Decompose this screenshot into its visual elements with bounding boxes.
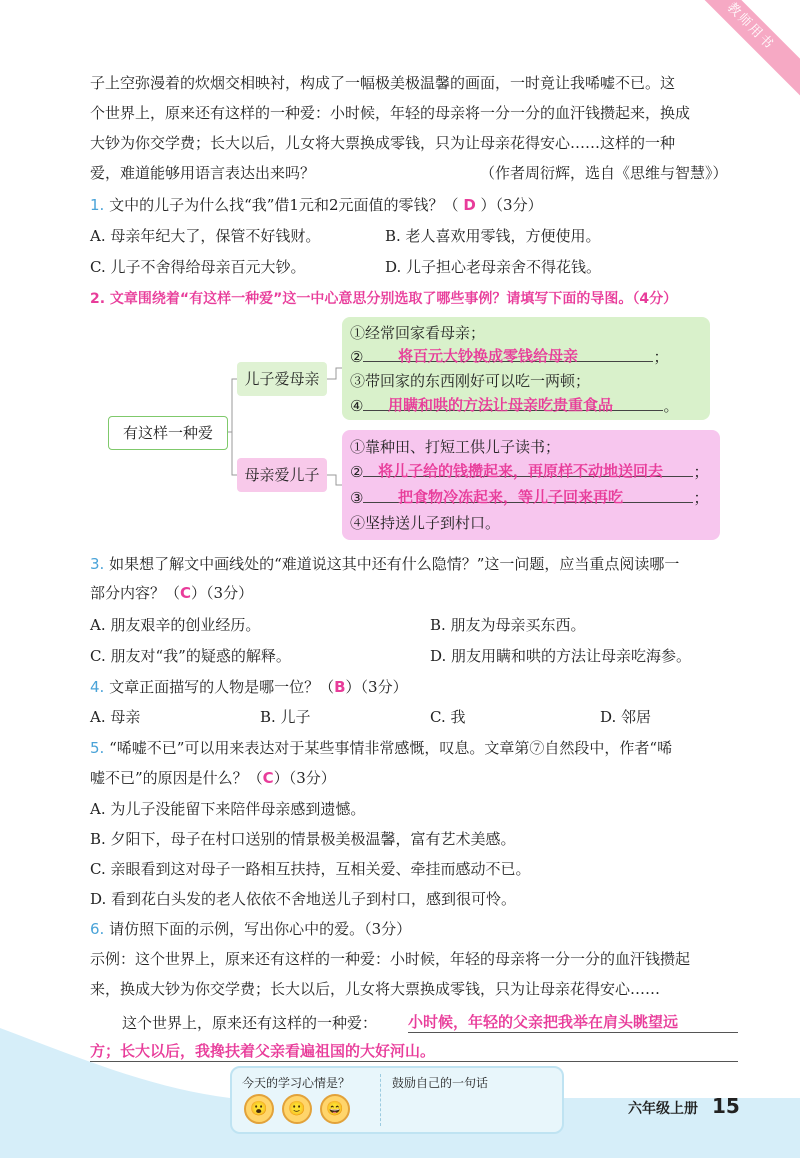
mother-item-1: ①靠种田、打短工供儿子读书；	[350, 438, 561, 456]
son-item-1: ①经常回家看母亲；	[350, 324, 486, 342]
mother-item-2-answer: 将儿子给的钱攒起来，再原样不动地送回去	[378, 462, 664, 480]
question-number: 4.	[90, 678, 105, 696]
son-item-4-answer: 用瞒和哄的方法让母亲吃贵重食品	[388, 396, 614, 414]
son-item-3: ③带回家的东西刚好可以吃一两顿；	[350, 372, 591, 390]
option-c: C. 儿子不舍得给母亲百元大钞。	[90, 258, 306, 276]
son-item-2: ② ；	[350, 348, 669, 366]
mother-item-4: ④坚持送儿子到村口。	[350, 514, 501, 532]
option-d: D. 看到花白头发的老人依依不舍地送儿子到村口，感到很可怜。	[90, 890, 517, 908]
divider	[380, 1074, 381, 1126]
question-3	[90, 553, 679, 574]
mindmap-node-mother: 母亲爱儿子	[237, 458, 327, 492]
option-b: B. 朋友为母亲买东西。	[430, 616, 586, 634]
page-number: 15	[712, 1094, 740, 1118]
option-a: A. 母亲	[90, 708, 141, 726]
example-line: 来，换成大钞为你交学费；长大以后，儿女将大票换成零钱，只为让母亲花得安心……	[90, 980, 661, 998]
question-stem: 如果想了解文中画线处的“难道说这其中还有什么隐情？”这一问题，应当重点阅读哪一	[109, 555, 680, 573]
question-3-cont: 部分内容？（C）（3分）	[90, 584, 254, 602]
question-4: 4. 文章正面描写的人物是哪一位？（B）（3分）	[90, 678, 408, 696]
option-c: C. 亲眼看到这对母子一路相互扶持，互相关爱、牵挂而感动不已。	[90, 860, 531, 878]
option-c: C. 朋友对“我”的疑惑的解释。	[90, 647, 291, 665]
option-a: A. 朋友艰辛的创业经历。	[90, 616, 261, 634]
question-6: 6. 请仿照下面的示例，写出你心中的爱。（3分）	[90, 920, 412, 938]
question-number: 5.	[90, 739, 105, 757]
son-item-2-answer: 将百元大钞换成零钱给母亲	[398, 347, 579, 365]
passage-source: （作者周衍辉，选自《思维与智慧》）	[480, 164, 728, 182]
question-score: ）（3分）	[480, 196, 543, 214]
option-b: B. 老人喜欢用零钱，方便使用。	[385, 227, 601, 245]
grade-label: 六年级上册	[628, 1101, 698, 1117]
answer-underline	[90, 1061, 738, 1062]
mindmap-root: 有这样一种爱	[108, 416, 228, 450]
passage-line: 爱，难道能够用语言表达出来吗？	[90, 164, 316, 182]
teacher-book-badge: 教师用书	[677, 0, 800, 100]
answer-underline	[408, 1032, 738, 1033]
question-number: 6.	[90, 920, 105, 938]
option-b: B. 夕阳下，母子在村口送别的情景极美极温馨，富有艺术美感。	[90, 830, 516, 848]
answer-prompt: 这个世界上，原来还有这样的一种爱：	[122, 1014, 378, 1032]
answer-choice: C	[262, 769, 274, 787]
answer-choice: D	[463, 196, 476, 214]
passage-line: 个世界上，原来还有这样的一种爱：小时候，年轻的母亲将一分一分的血汗钱攒起来，换成	[90, 104, 691, 122]
option-d: D. 邻居	[600, 708, 652, 726]
mother-item-2: ② ；	[350, 463, 709, 481]
answer-choice: C	[180, 584, 192, 602]
option-a: A. 为儿子没能留下来陪伴母亲感到遗憾。	[90, 800, 366, 818]
mindmap-node-son: 儿子爱母亲	[237, 362, 327, 396]
question-2: 2. 文章围绕着“有这样一种爱”这一中心意思分别选取了哪些事例？请填写下面的导图。（4分）	[90, 291, 678, 307]
mood-label: 今天的学习心情是？	[242, 1076, 351, 1090]
answer-choice: B	[334, 678, 346, 696]
son-item-4: ④ 。	[350, 397, 679, 415]
happy-face-icon[interactable]: 😄	[320, 1094, 350, 1124]
option-d: D. 儿子担心老母亲舍不得花钱。	[385, 258, 602, 276]
option-a: A. 母亲年纪大了，保管不好钱财。	[90, 227, 321, 245]
answer-text-1: 小时候，年轻的父亲把我举在肩头眺望远	[408, 1013, 679, 1031]
encourage-label: 鼓励自己的一句话	[392, 1076, 489, 1090]
reflection-box	[230, 1066, 564, 1134]
question-5: 5. “唏嘘不已”可以用来表达对于某些事情非常感慨，叹息。文章第⑦自然段中，作者“唏	[90, 739, 673, 757]
option-b: B. 儿子	[260, 708, 311, 726]
example-line: 示例：这个世界上，原来还有这样的一种爱：小时候，年轻的母亲将一分一分的血汗钱攒起	[90, 950, 691, 968]
mother-item-3: ③ ；	[350, 489, 709, 507]
passage-line: 子上空弥漫着的炊烟交相映衬，构成了一幅极美极温馨的画面，一时竟让我唏嘘不已。这	[90, 74, 676, 92]
answer-text-2: 方；长大以后，我搀扶着父亲看遍祖国的大好河山。	[90, 1042, 436, 1060]
smile-face-icon[interactable]: 🙂	[282, 1094, 312, 1124]
option-c: C. 我	[430, 708, 466, 726]
surprised-face-icon[interactable]: 😮	[244, 1094, 274, 1124]
question-number: 1.	[90, 196, 105, 214]
question-number: 3.	[90, 555, 105, 573]
question-stem: 文中的儿子为什么找“我”借1元和2元面值的零钱？（	[109, 196, 459, 214]
question-5-cont: 嘘不已”的原因是什么？（C）（3分）	[90, 769, 336, 787]
passage-line: 大钞为你交学费；长大以后，儿女将大票换成零钱，只为让母亲花得安心……这样的一种	[90, 134, 676, 152]
mother-item-3-answer: 把食物冷冻起来，等儿子回来再吃	[398, 488, 624, 506]
option-d: D. 朋友用瞒和哄的方法让母亲吃海参。	[430, 647, 692, 665]
